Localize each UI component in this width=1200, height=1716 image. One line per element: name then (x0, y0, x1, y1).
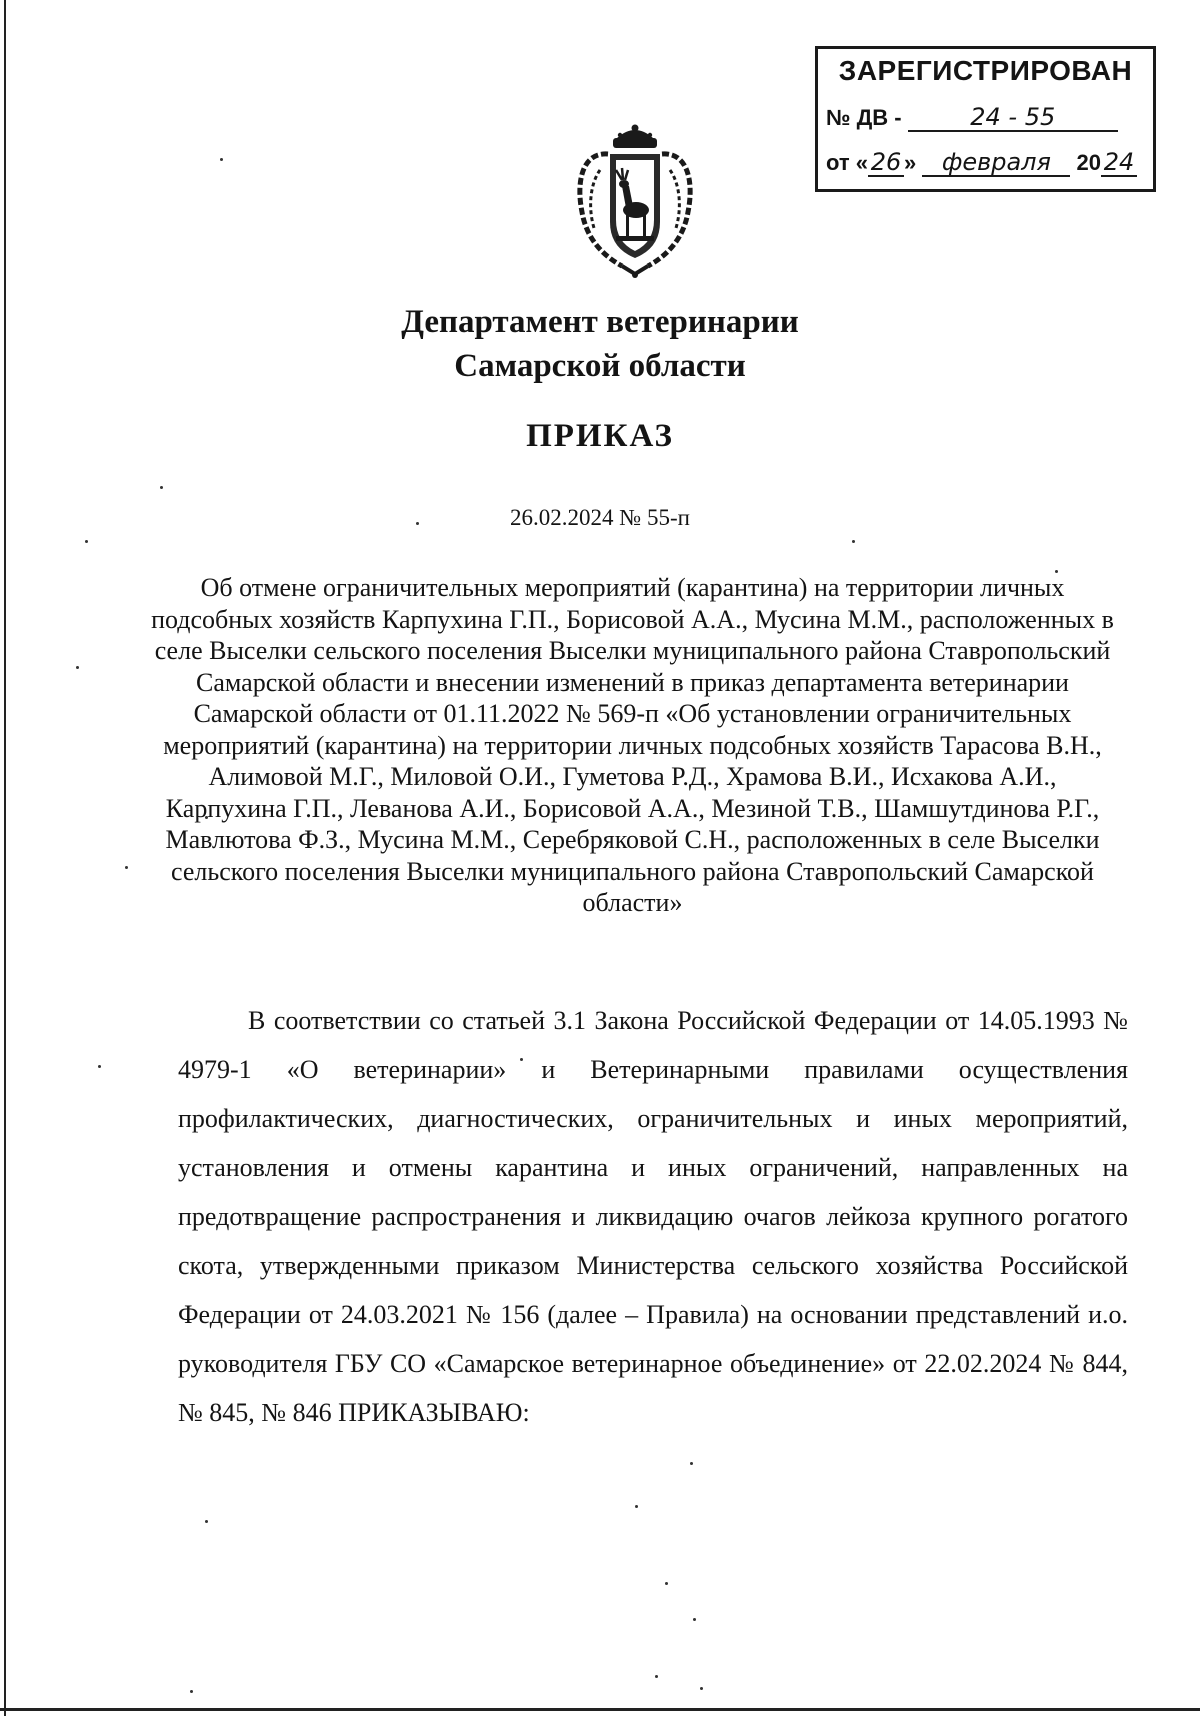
scan-speck (655, 1675, 658, 1678)
scan-speck (76, 666, 79, 669)
samara-coat-of-arms-icon (570, 124, 700, 282)
scan-speck (665, 1582, 668, 1585)
stamp-date-day: 26 (868, 149, 904, 177)
order-date-number: 26.02.2024 № 55-п (510, 505, 690, 530)
registration-stamp (815, 46, 1156, 192)
stamp-number-value: 24 - 55 (908, 104, 1118, 132)
scan-speck (85, 540, 88, 543)
stamp-number-line (826, 104, 1118, 132)
stamp-number-label: № ДВ - (826, 105, 902, 130)
scan-speck (700, 1687, 703, 1690)
scan-speck (690, 1462, 693, 1465)
stamp-date-mid: » (904, 150, 917, 175)
stamp-title: ЗАРЕГИСТРИРОВАН (838, 55, 1133, 86)
scan-speck (852, 540, 855, 543)
scan-speck (125, 866, 128, 869)
scan-speck (205, 1520, 208, 1523)
order-subject: Об отмене ограничительных мероприятий (карантина) на территории личных подсобных хозяйств Карпухина Г.П., Борисовой А.А., Мусина М.М., расположенных в селе Выселки сельского поселения Выселки муниципального района Ставропольский Самарской области и внесении изменений в приказ департамента ветеринарии Самарской области от 01.11.2022 № 569-п «Об установлении ограничительных мероприятий (карантина) на территории личных подсобных хозяйств Тарасова В.Н., Алимовой М.Г., Миловой О.И., Гуметова Р.Д., Храмова В.И., Исхакова А.И., Карпухина Г.П., Леванова А.И., Борисовой А.А., Мезиной Т.В., Шамшутдинова Р.Г., Мавлютова Ф.З., Мусина М.М., Серебряковой С.Н., расположенных в селе Выселки сельского поселения Выселки муниципального района Ставропольский Самарской области» (151, 573, 1114, 917)
order-preamble: В соответствии со статьей 3.1 Закона Российской Федерации от 14.05.1993 № 4979-1 «О ветеринарии» и Ветеринарными правилами осуществления профилактических, диагностических, ограничительных и иных мероприятий, установления и отмены карантина и иных ограничений, направленных на предотвращение распространения и ликвидацию очагов лейкоза крупного рогатого скота, утвержденными приказом Министерства сельского хозяйства Российской Федерации от 24.03.2021 № 156 (далее – Правила) на основании представлений и.о. руководителя ГБУ СО «Самарское ветеринарное объединение» от 22.02.2024 № 844, № 845, № 846 ПРИКАЗЫВАЮ: (178, 1006, 1128, 1427)
scan-speck (98, 1065, 101, 1068)
scan-speck (190, 1690, 193, 1693)
scan-speck (693, 1618, 696, 1621)
scan-speck (160, 486, 163, 489)
authority-line-1: Департамент ветеринарии (401, 304, 799, 340)
stamp-date-year-prefix: 20 (1076, 150, 1101, 175)
stamp-date-year-suffix: 24 (1101, 149, 1137, 177)
stamp-date-month: февраля (922, 149, 1070, 177)
scan-speck (635, 1505, 638, 1508)
issuing-authority (0, 300, 1200, 388)
scan-border-left (4, 0, 6, 1716)
authority-line-2: Самарской области (454, 348, 746, 384)
document-type-title: ПРИКАЗ (526, 418, 674, 454)
stamp-date-line (826, 149, 1137, 177)
scan-speck (220, 158, 223, 161)
stamp-date-prefix: от « (826, 150, 869, 175)
scan-border-bottom (0, 1708, 1200, 1711)
